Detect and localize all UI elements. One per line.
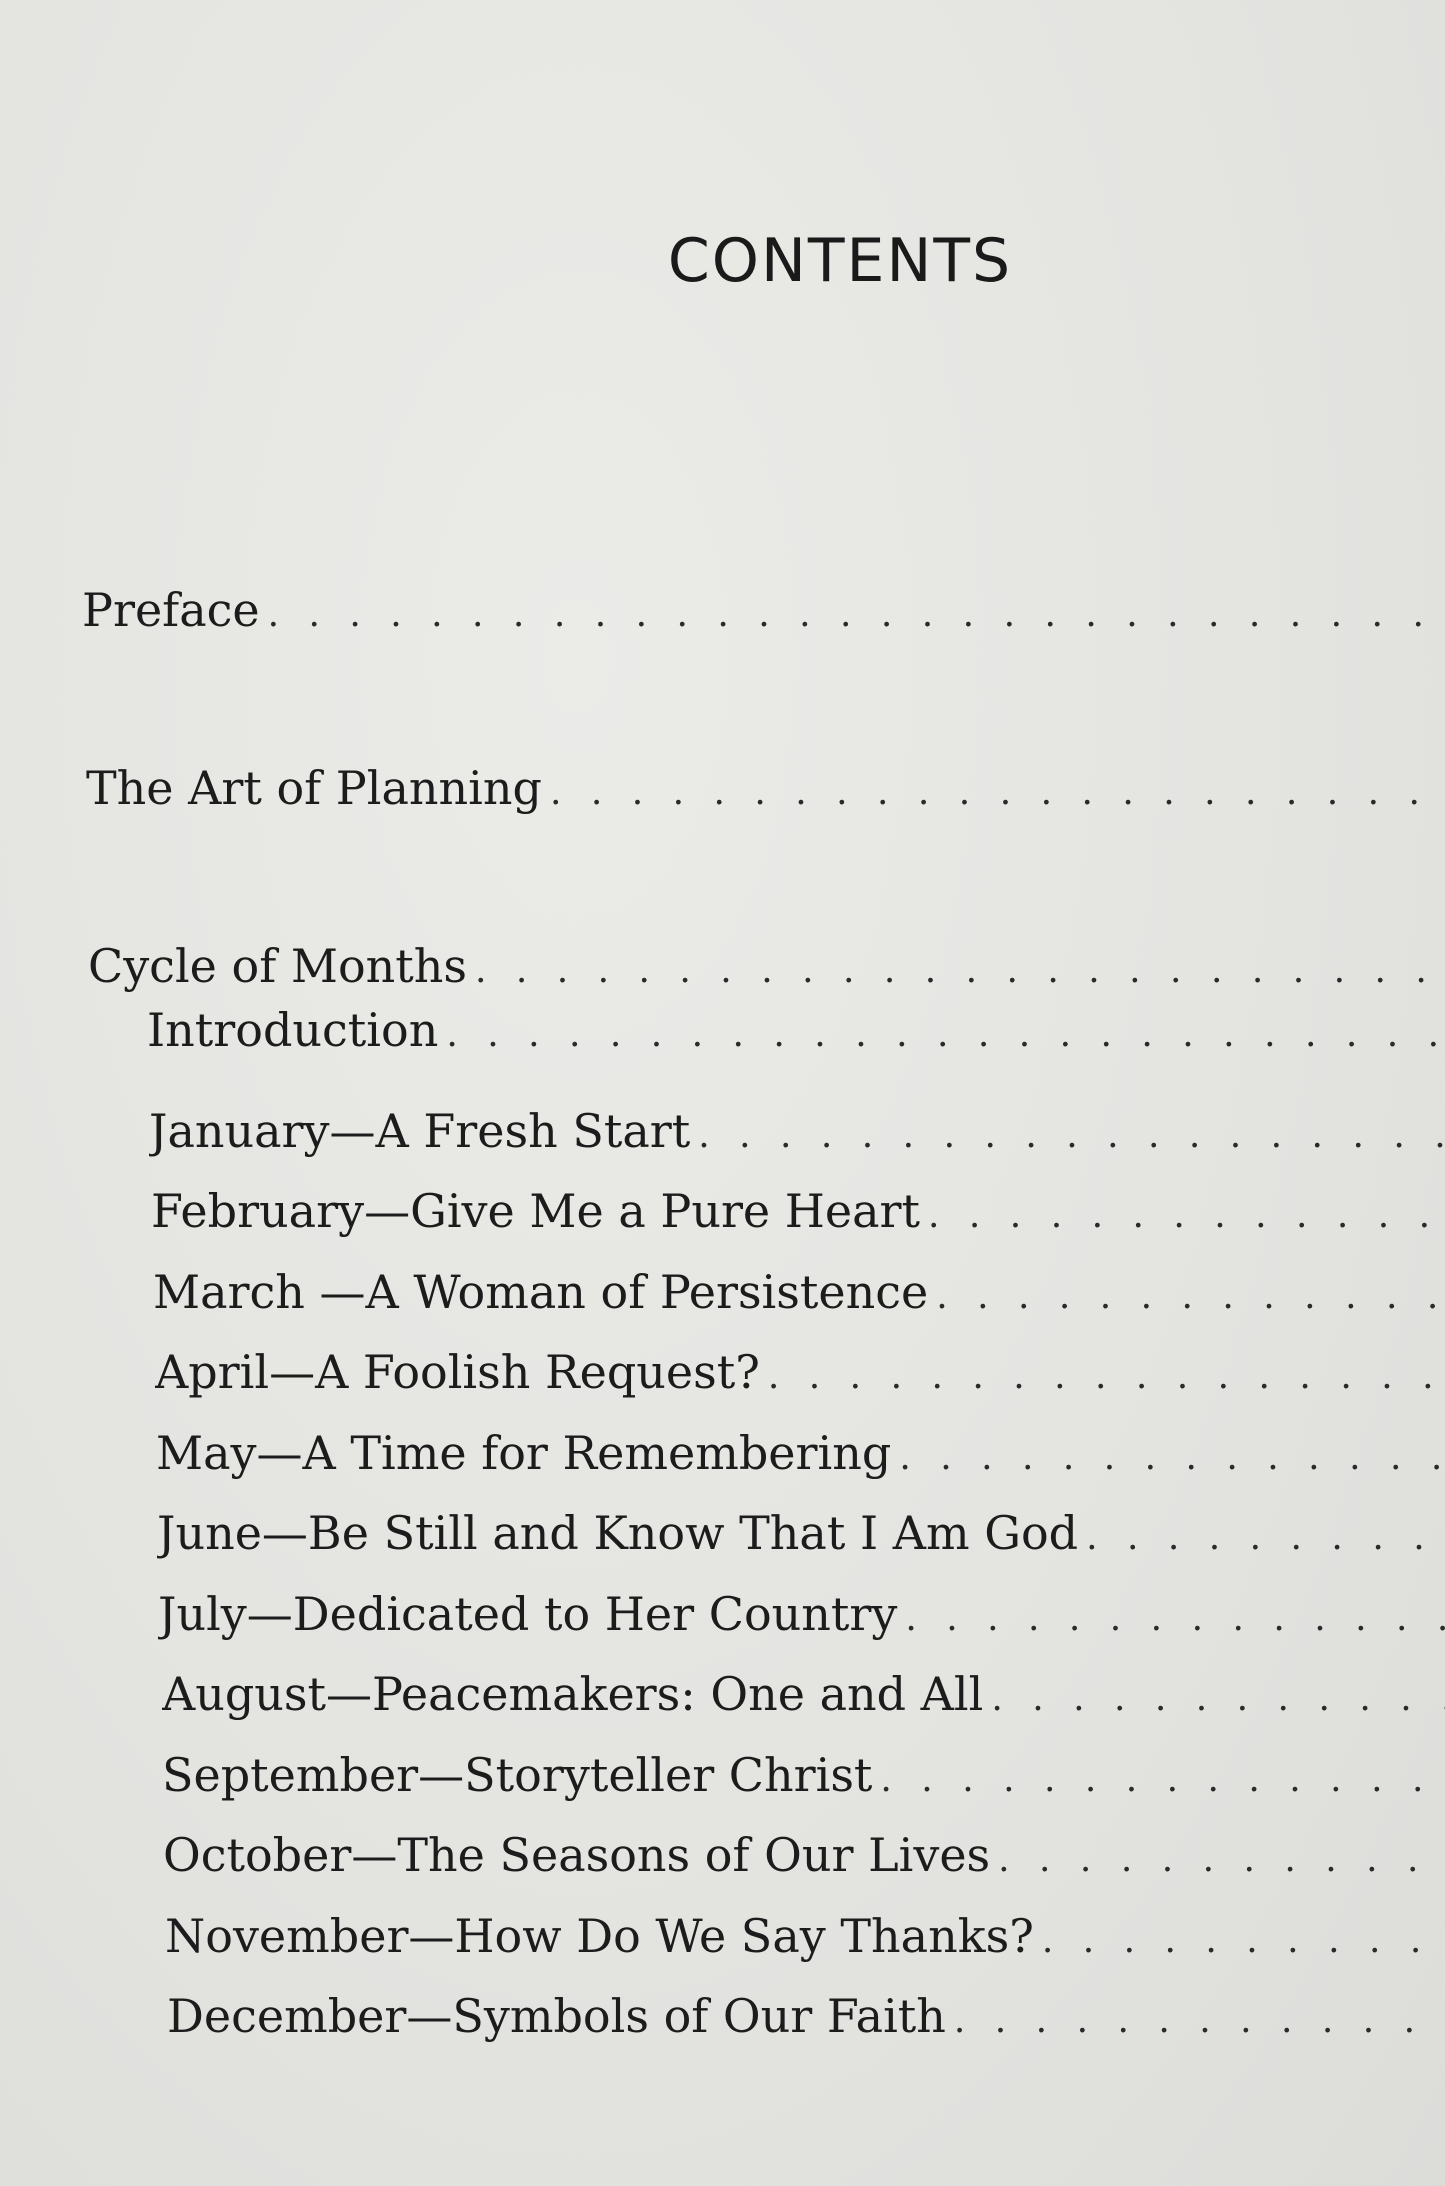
dot-leader: [1078, 1508, 1445, 1563]
dot-leader: [260, 585, 1445, 640]
toc-entry-label: March —A Woman of Persistence: [153, 1265, 929, 1319]
toc-entry-december: [167, 1986, 1445, 2046]
toc-entry-label: September—Storyteller Christ: [162, 1748, 873, 1802]
dot-leader: [542, 763, 1445, 818]
toc-entry-september: [162, 1745, 1445, 1805]
toc-entry-label: June—Be Still and Know That I Am God: [157, 1506, 1079, 1560]
toc-entry-march: [153, 1262, 1445, 1322]
dot-leader: [872, 1750, 1445, 1805]
toc-entry-label: Preface: [82, 583, 260, 637]
dot-leader: [891, 1428, 1445, 1483]
toc-entry-label: October—The Seasons of Our Lives: [163, 1828, 991, 1882]
toc-entry-label: The Art of Planning: [86, 761, 542, 815]
toc-entry-label: Cycle of Months: [88, 939, 467, 993]
dot-leader: [438, 1005, 1445, 1060]
toc-entry-february: [151, 1181, 1445, 1241]
toc-entry-january: [149, 1101, 1445, 1161]
toc-entry-label: December—Symbols of Our Faith: [167, 1989, 946, 2043]
toc-entry-label: January—A Fresh Start: [149, 1104, 691, 1158]
dot-leader: [920, 1186, 1445, 1241]
dot-leader: [983, 1669, 1445, 1724]
toc-entry-june: [157, 1503, 1445, 1563]
toc-entry-may: [156, 1423, 1445, 1483]
dot-leader: [1034, 1911, 1445, 1966]
dot-leader: [928, 1267, 1445, 1322]
toc-entry-introduction: [147, 1000, 1445, 1060]
toc-entry-art-of-planning: [86, 758, 1445, 818]
dot-leader: [990, 1830, 1445, 1885]
dot-leader: [690, 1106, 1445, 1161]
toc-entry-april: [155, 1342, 1445, 1402]
toc-entry-august: [162, 1664, 1445, 1724]
toc-entry-label: April—A Foolish Request?: [155, 1345, 760, 1399]
toc-entry-label: November—How Do We Say Thanks?: [165, 1909, 1034, 1963]
page-title: CONTENTS: [667, 226, 1013, 296]
toc-entry-july: [158, 1584, 1445, 1644]
toc-entry-label: July—Dedicated to Her Country: [158, 1587, 898, 1641]
toc-entry-october: [163, 1825, 1445, 1885]
toc-entry-november: [165, 1906, 1445, 1966]
toc-entry-preface: [82, 580, 1445, 640]
toc-entry-cycle-of-months: [88, 936, 1445, 996]
toc-entry-label: August—Peacemakers: One and All: [162, 1667, 984, 1721]
dot-leader: [467, 941, 1445, 996]
toc-entry-label: Introduction: [147, 1003, 439, 1057]
toc-entry-label: May—A Time for Remembering: [156, 1426, 892, 1480]
toc-entry-label: February—Give Me a Pure Heart: [151, 1184, 921, 1238]
dot-leader: [897, 1589, 1445, 1644]
dot-leader: [946, 1991, 1445, 2046]
dot-leader: [760, 1347, 1445, 1402]
